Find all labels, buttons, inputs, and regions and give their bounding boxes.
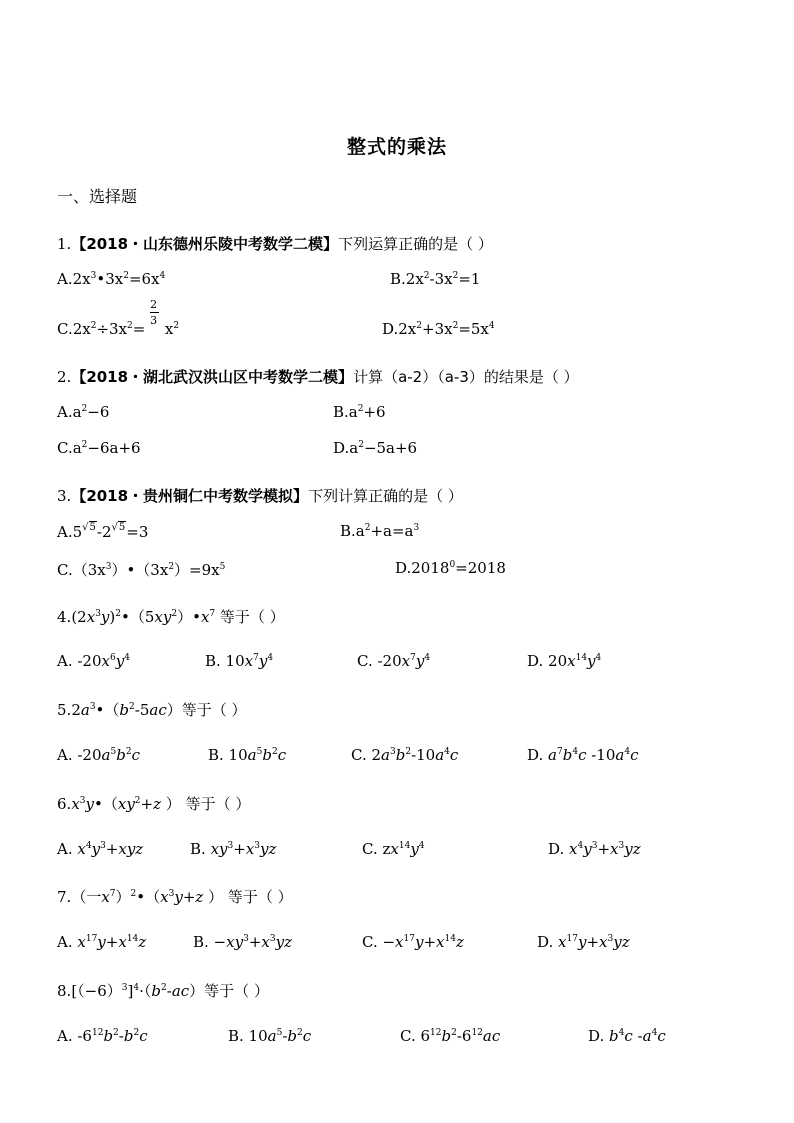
- option-c: C. $-x^{17}y+x^{14}z$: [362, 933, 464, 951]
- option-c: C. $6^{12}b^2-6^{12}ac$: [400, 1027, 501, 1045]
- question-source: 【2018・湖北武汉洪山区中考数学二模】: [71, 368, 354, 386]
- question-number: 2.: [57, 368, 72, 386]
- question-4: $4.(2x^3y)^2•(5xy^2)•x^7$ 等于（ ）: [57, 608, 285, 626]
- option-c: $C.2x^2\div 3x^2=$ $\frac{2}{3}$ $x^2$: [57, 298, 180, 338]
- question-number: 5.: [57, 701, 72, 719]
- question-2: [57, 366, 579, 387]
- option-c: C. $-20x^7y^4$: [357, 652, 431, 670]
- option-b: $B.a^2+a=a^3$: [340, 522, 420, 540]
- option-a: A. $-20x^6y^4$: [57, 652, 130, 670]
- question-stem: 等于（ ）: [204, 982, 269, 1000]
- question-stem: 计算（a-2）（a-3）的结果是（ ）: [353, 368, 579, 386]
- question-source: 【2018・山东德州乐陵中考数学二模】: [71, 235, 339, 253]
- option-b: B. $10a^5b^2c$: [208, 746, 287, 764]
- option-d: D. $a^7b^4c$ $-10a^4c$: [527, 746, 639, 764]
- question-7: 7.（一$x^7)^2•(x^3y+z$ ） 等于（ ）: [57, 888, 293, 906]
- option-c: $C.a^2-6a+6$: [57, 439, 141, 457]
- question-stem: 下列运算正确的是（ ）: [338, 235, 493, 253]
- option-a: $A.5^{√5}-2^{√5}=3$: [57, 522, 149, 541]
- question-3: [57, 485, 463, 506]
- question-number: 6.: [57, 795, 72, 813]
- fraction-two-thirds: $\frac{2}{3}$: [150, 298, 158, 327]
- option-b: B. $xy^3+x^3yz$: [190, 840, 277, 858]
- option-b: $B.a^2+6$: [333, 403, 386, 421]
- option-d: D. $x^{17}y+x^3yz$: [537, 933, 630, 951]
- option-d: $D.2018^0=2018$: [395, 559, 506, 577]
- question-number: 1.: [57, 235, 72, 253]
- question-number: 7.: [57, 888, 72, 906]
- option-a: A. $x^{17}y+x^{14}z$: [57, 933, 147, 951]
- question-stem: 等于（ ）: [185, 795, 251, 813]
- option-b: B. $10a^5-b^2c$: [228, 1027, 312, 1045]
- question-source: 【2018・贵州铜仁中考数学模拟】: [71, 487, 309, 505]
- option-d: D. $20x^{14}y^4$: [527, 652, 602, 670]
- question-8: $8.[(-6)^3]^4\cdot(b^2-ac)$等于（ ）: [57, 982, 269, 1000]
- question-stem: 等于（ ）: [181, 701, 247, 719]
- option-c: C. $2a^3b^2-10a^4c$: [351, 746, 459, 764]
- option-a: $A.2x^3•3x^2=6x^4$: [57, 270, 166, 288]
- option-b: B. $10x^7y^4$: [205, 652, 274, 670]
- option-a: $A.a^2-6$: [57, 403, 110, 421]
- option-a: A. $-20a^5b^2c$: [57, 746, 140, 764]
- question-6: $6.x^3y•(xy^2+z$ ） 等于（ ）: [57, 795, 251, 813]
- question-number: 4.: [57, 608, 72, 626]
- question-stem: 下列计算正确的是（ ）: [308, 487, 463, 505]
- question-number: 8.: [57, 982, 72, 1000]
- question-stem: 等于（ ）: [219, 608, 285, 626]
- option-a: A. $x^4y^3+xyz$: [57, 840, 144, 858]
- option-d: D. $x^4y^3+x^3yz$: [548, 840, 641, 858]
- question-1: [57, 233, 493, 254]
- page-title: 整式的乘法: [346, 136, 447, 158]
- option-c: C. $zx^{14}y^4$: [362, 840, 425, 858]
- option-a: A. $-6^{12}b^2-b^2c$: [57, 1027, 148, 1045]
- section-title: 一、选择题: [57, 187, 138, 206]
- question-stem: 等于（ ）: [227, 888, 293, 906]
- option-d: $D.a^2-5a+6$: [333, 439, 418, 457]
- option-b: $B.2x^2-3x^2=1$: [390, 270, 481, 288]
- question-number: 3.: [57, 487, 72, 505]
- option-c: $C.(3x^3)•(3x^2)=9x^5$: [57, 561, 226, 579]
- option-d: D. $b^4c$ $-a^4c$: [588, 1027, 666, 1045]
- option-b: B. $-xy^3+x^3yz$: [193, 933, 292, 951]
- question-5: $5.2a^3•(b^2-5ac)$等于（ ）: [57, 701, 247, 719]
- option-d: $D.2x^2+3x^2=5x^4$: [382, 320, 495, 338]
